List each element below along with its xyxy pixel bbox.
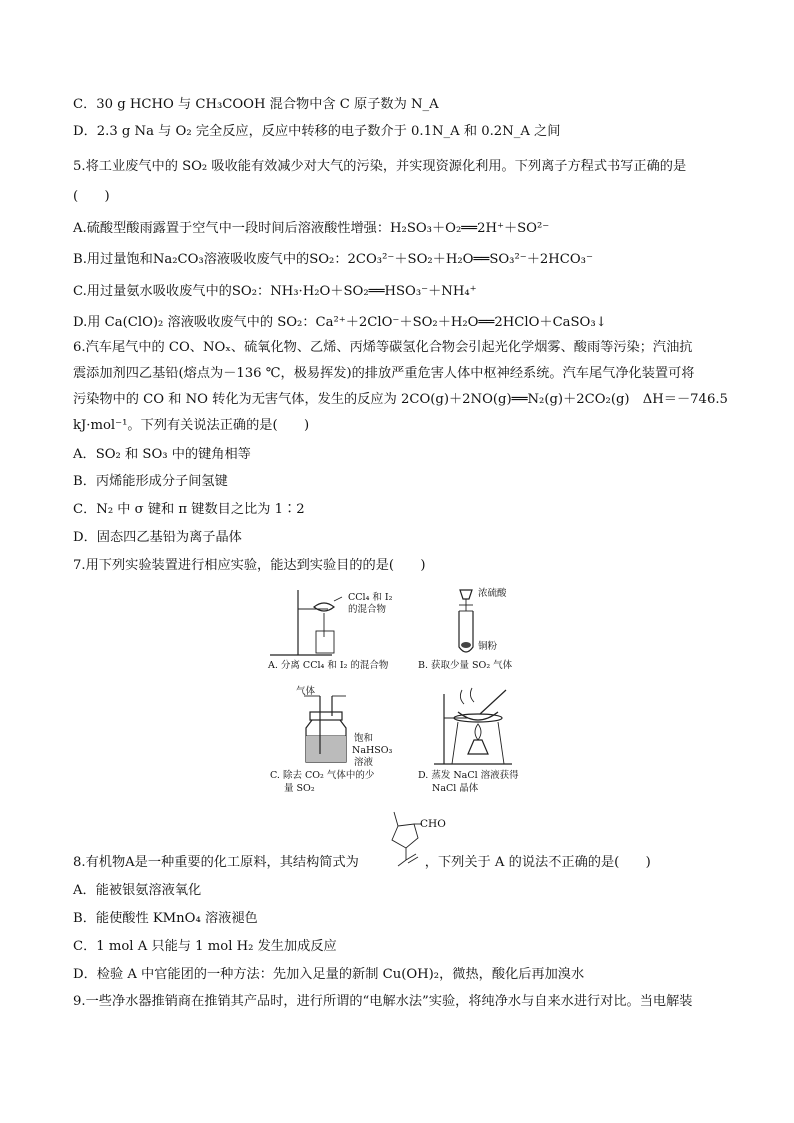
q6-stem-line3: 污染物中的 CO 和 NO 转化为无害气体，发生的反应为 2CO(g)＋2NO(g)══N₂(g)＋2CO₂(g) ΔH＝－746.5 — [73, 392, 728, 407]
q7-stem: 7.用下列实验装置进行相应实验，能达到实验目的的是( ) — [73, 558, 426, 573]
q5-option-d: D.用 Ca(ClO)₂ 溶液吸收废气中的 SO₂：Ca²⁺＋2ClO⁻＋SO₂＋H₂O══2HClO＋CaSO₃↓ — [73, 315, 607, 330]
apparatus-c-label-3: 溶液 — [354, 757, 374, 768]
q9-stem: 9.一些净水器推销商在推销其产品时，进行所谓的“电解水法”实验，将纯净水与自来水进行对比。当电解装 — [73, 994, 693, 1009]
q6-option-b: B．丙烯能形成分子间氢键 — [73, 474, 228, 489]
q5-option-a: A.硫酸型酸雨露置于空气中一段时间后溶液酸性增强：H₂SO₃＋O₂══2H⁺＋SO²⁻ — [73, 221, 550, 236]
q6-option-a: A．SO₂ 和 SO₃ 中的键角相等 — [73, 447, 251, 462]
apparatus-c-drawing — [296, 692, 356, 767]
apparatus-c-label-1: 饱和 — [354, 733, 374, 744]
apparatus-a-drawing — [262, 585, 352, 660]
apparatus-d-drawing — [428, 684, 518, 769]
apparatus-b-label-copper: 铜粉 — [478, 641, 498, 652]
q6-stem-line1: 6.汽车尾气中的 CO、NOₓ、硫氧化物、乙烯、丙烯等碳氢化合物会引起光化学烟雾、酸雨等污染；汽油抗 — [73, 340, 693, 355]
q6-option-c: C．N₂ 中 σ 键和 π 键数目之比为 1∶2 — [73, 502, 305, 517]
apparatus-c-label-gas: 气体 — [296, 686, 316, 697]
q6-stem-line4: kJ·mol⁻¹。下列有关说法正确的是( ) — [73, 418, 310, 433]
q8-stem: 8.有机物A是一种重要的化工原料，其结构简式为 ，下列关于 A 的说法不正确的是( ) — [73, 855, 651, 870]
apparatus-d-caption-2: NaCl 晶体 — [432, 783, 479, 794]
apparatus-a-label-1: CCl₄ 和 I₂ — [348, 592, 393, 603]
apparatus-a-label-2: 的混合物 — [348, 604, 387, 615]
apparatus-b-label-acid: 浓硫酸 — [478, 588, 507, 599]
q8-option-d: D．检验 A 中官能团的一种方法：先加入足量的新制 Cu(OH)₂，微热，酸化后再加溴水 — [73, 967, 585, 982]
compound-a-cho-group: CHO — [420, 818, 446, 830]
q8-option-b: B．能使酸性 KMnO₄ 溶液褪色 — [73, 911, 258, 926]
apparatus-c-caption-2: 量 SO₂ — [284, 783, 315, 794]
q5-answer-blank: ( ) — [73, 189, 110, 204]
apparatus-d-caption-1: D. 蒸发 NaCl 溶液获得 — [418, 770, 519, 781]
q6-stem-line2: 震添加剂四乙基铅(熔点为－136 ℃，极易挥发)的排放严重危害人体中枢神经系统。汽车尾气净化装置可将 — [73, 366, 695, 381]
q4-option-c: C．30 g HCHO 与 CH₃COOH 混合物中含 C 原子数为 N_A — [73, 97, 439, 112]
q8-option-c: C．1 mol A 只能与 1 mol H₂ 发生加成反应 — [73, 939, 337, 954]
apparatus-b-caption: B. 获取少量 SO₂ 气体 — [418, 660, 513, 671]
q5-stem: 5.将工业废气中的 SO₂ 吸收能有效减少对大气的污染，并实现资源化利用。下列离子方程式书写正确的是 — [73, 159, 687, 174]
q6-option-d: D．固态四乙基铅为离子晶体 — [73, 530, 242, 545]
q8-option-a: A．能被银氨溶液氧化 — [73, 883, 202, 898]
q5-option-b: B.用过量饱和Na₂CO₃溶液吸收废气中的SO₂：2CO₃²⁻＋SO₂＋H₂O══SO₃²⁻＋2HCO₃⁻ — [73, 252, 593, 267]
q5-option-c: C.用过量氨水吸收废气中的SO₂：NH₃·H₂O＋SO₂══HSO₃⁻＋NH₄⁺ — [73, 284, 477, 299]
apparatus-c-label-2: NaHSO₃ — [352, 745, 393, 756]
q4-option-d: D．2.3 g Na 与 O₂ 完全反应，反应中转移的电子数介于 0.1N_A 和 0.2N_A 之间 — [73, 124, 561, 139]
apparatus-a-caption: A. 分离 CCl₄ 和 I₂ 的混合物 — [268, 660, 389, 671]
apparatus-c-caption-1: C. 除去 CO₂ 气体中的少 — [270, 770, 375, 781]
